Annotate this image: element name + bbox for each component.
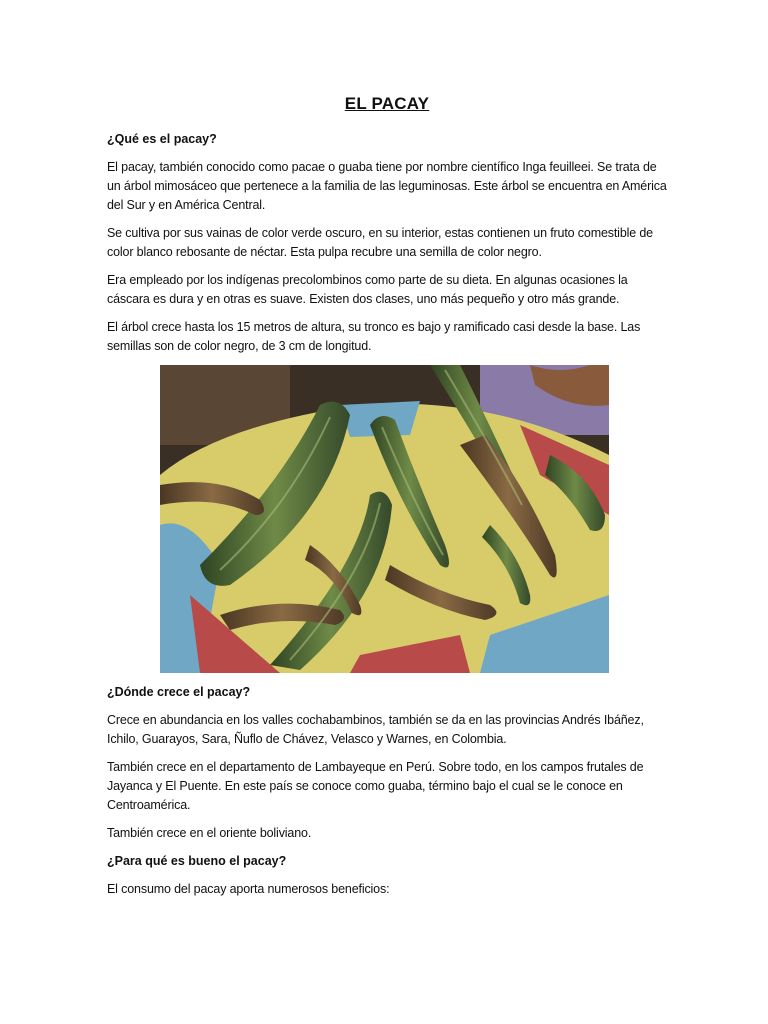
paragraph: El árbol crece hasta los 15 metros de altura, su tronco es bajo y ramificado casi desde la base. Las semillas son de color negro, de 3 cm de longitud. <box>107 320 641 353</box>
section-heading-what: ¿Qué es el pacay? <box>107 132 217 146</box>
pacay-pods-illustration <box>160 365 609 673</box>
pacay-pods-photo <box>160 365 609 673</box>
paragraph: Crece en abundancia en los valles cochabambinos, también se da en las provincias Andrés Ibáñez, Ichilo, Guarayos, Sara, Ñuflo de Chávez, Velasco y Warnes, en Colombia. <box>107 713 644 746</box>
document-body <box>107 94 667 908</box>
section-heading-where: ¿Dónde crece el pacay? <box>107 685 251 699</box>
section-heading-benefits: ¿Para qué es bueno el pacay? <box>107 854 287 868</box>
paragraph: También crece en el oriente boliviano. <box>107 826 312 840</box>
paragraph: También crece en el departamento de Lambayeque en Perú. Sobre todo, en los campos frutales de Jayanca y El Puente. En este país se conoce como guaba, término bajo el cual se le conoce en Centroamérica. <box>107 760 644 812</box>
paragraph: El consumo del pacay aporta numerosos beneficios: <box>107 882 390 896</box>
paragraph: Se cultiva por sus vainas de color verde oscuro, en su interior, estas contienen un fruto comestible de color blanco rebosante de néctar. Esta pulpa recubre una semilla de color negro. <box>107 226 653 259</box>
document-title: EL PACAY <box>344 94 430 113</box>
paragraph: Era empleado por los indígenas precolombinos como parte de su dieta. En algunas ocasiones la cáscara es dura y en otras es suave. Existen dos clases, uno más pequeño y otro más grande. <box>107 273 628 306</box>
paragraph: El pacay, también conocido como pacae o guaba tiene por nombre científico Inga feuilleei. Se trata de un árbol mimosáceo que pertenece a la familia de las leguminosas. Este árbol se encuentra en América del Sur y en América Central. <box>107 160 667 212</box>
